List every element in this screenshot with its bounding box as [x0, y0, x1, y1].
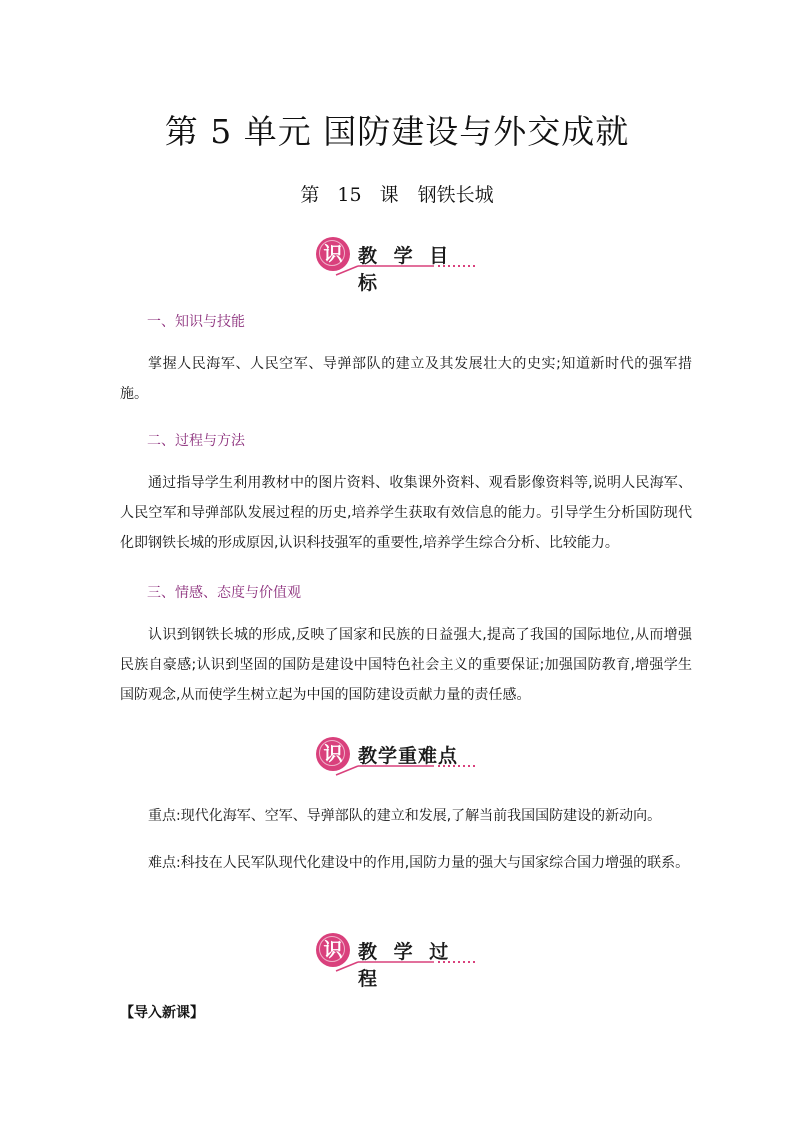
- heading-underline: [334, 261, 484, 277]
- knowledge-icon: 识: [316, 737, 350, 771]
- knowledge-icon: 识: [316, 237, 350, 271]
- unit-title: 第 5 单元 国防建设与外交成就: [164, 112, 630, 151]
- paragraph-knowledge: 掌握人民海军、人民空军、导弹部队的建立及其发展壮大的史实;知道新时代的强军措施。: [120, 356, 692, 402]
- section-badge-process: [316, 933, 486, 990]
- knowledge-icon: 识: [316, 933, 350, 967]
- paragraph-values: 认识到钢铁长城的形成,反映了国家和民族的日益强大,提高了我国的国际地位,从而增强民族自豪感;认识到坚固的国防是建设中国特色社会主义的重要保证;加强国防教育,增强学生国防观念,从而使学生树立起为中国的国防建设贡献力量的责任感。: [120, 627, 692, 703]
- section-badge-keypoints: [316, 737, 486, 779]
- lesson-title: 第 15 课 钢铁长城: [300, 184, 494, 206]
- section-badge-goals: [316, 237, 486, 294]
- subsection-title-3: 三、情感、态度与价值观: [147, 585, 301, 601]
- paragraph-difficult-point: 难点:科技在人民军队现代化建设中的作用,国防力量的强大与国家综合国力增强的联系。: [148, 855, 690, 871]
- intro-heading: 【导入新课】: [120, 1005, 204, 1021]
- heading-underline: [334, 957, 484, 973]
- paragraph-process: 通过指导学生利用教材中的图片资料、收集课外资料、观看影像资料等,说明人民海军、人民空军和导弹部队发展过程的历史,培养学生获取有效信息的能力。引导学生分析国防现代化即钢铁长城的形成原因,认识科技强军的重要性,培养学生综合分析、比较能力。: [120, 475, 692, 551]
- section-heading-process: 教 学 过 程: [358, 941, 454, 990]
- paragraph-key-point: 重点:现代化海军、空军、导弹部队的建立和发展,了解当前我国国防建设的新动向。: [148, 808, 662, 824]
- subsection-title-2: 二、过程与方法: [147, 433, 245, 449]
- section-heading-keypoints: 教学重难点: [358, 745, 459, 767]
- heading-underline: [334, 761, 484, 777]
- section-heading-goals: 教 学 目 标: [358, 245, 454, 294]
- subsection-title-1: 一、知识与技能: [147, 314, 245, 330]
